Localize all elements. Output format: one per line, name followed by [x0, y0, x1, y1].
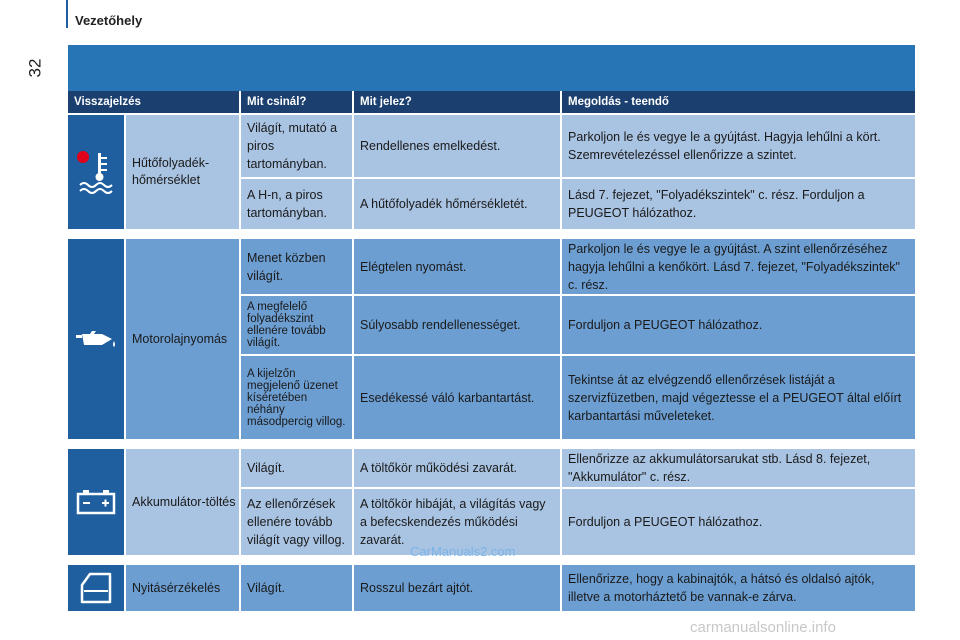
indicator-cell	[68, 449, 126, 555]
cell-does: A megfelelő folyadékszint ellenére tovább világít.	[241, 296, 354, 354]
cell-does: A H-n, a piros tartományban.	[241, 179, 354, 229]
cell-means: Elégtelen nyomást.	[354, 239, 562, 294]
left-margin-bar	[66, 0, 68, 28]
battery-icon	[76, 489, 116, 515]
cell-does: Az ellenőrzések ellenére tovább világít vagy villog.	[241, 489, 354, 555]
cell-solution: Parkoljon le és vegye le a gyújtást. Hagyja lehűlni a kört. Szemrevételezéssel ellenőrizze a szintet.	[562, 115, 915, 177]
indicator-cell	[68, 239, 126, 439]
cell-solution: Ellenőrizze az akkumulátorsarukat stb. Lásd 8. fejezet, "Akkumulátor" c. rész.	[562, 449, 915, 487]
watermark-secondary: carmanualsonline.info	[690, 619, 836, 636]
indicator-cell	[68, 565, 126, 611]
cell-means: A hűtőfolyadék hőmérsékletét.	[354, 179, 562, 229]
table-row	[241, 449, 915, 489]
coolant-temperature-icon	[76, 147, 116, 197]
table-row	[241, 356, 915, 439]
indicator-name: Motorolajnyomás	[126, 239, 241, 439]
cell-means: Esedékessé váló karbantartást.	[354, 356, 562, 439]
indicator-name: Hűtőfolyadék-hőmérséklet	[126, 115, 241, 229]
column-header-solution: Megoldás - teendő	[568, 96, 669, 108]
column-header-does: Mit csinál?	[241, 91, 354, 113]
cell-solution: Parkoljon le és vegye le a gyújtást. A szint ellenőrzéséhez hagyja lehűlni a kenőkört. Lásd 7. fejezet, "Folyadékszintek" c. rész.	[562, 239, 915, 294]
section-title: Vezetőhely	[75, 13, 143, 28]
table-row	[241, 179, 915, 229]
indicator-cell	[68, 115, 126, 229]
cell-does: Világít.	[241, 449, 354, 487]
cell-solution: Lásd 7. fejezet, "Folyadékszintek" c. rész. Forduljon a PEUGEOT hálózathoz.	[562, 179, 915, 229]
cell-means: A töltőkör hibáját, a világítás vagy a befecskendezés működési zavarát.	[354, 489, 562, 555]
indicator-name: Akkumulátor-töltés	[126, 449, 241, 555]
watermark-primary: CarManuals2.com	[410, 544, 516, 559]
column-header-indicator: Visszajelzés	[68, 91, 241, 113]
cell-means: A töltőkör működési zavarát.	[354, 449, 562, 487]
title-banner	[68, 45, 915, 91]
table-group-coolant	[68, 115, 915, 229]
table-group-battery	[68, 449, 915, 555]
table-row	[241, 115, 915, 179]
cell-means: Rosszul bezárt ajtót.	[354, 565, 562, 611]
column-header-means: Mit jelez?	[354, 91, 562, 113]
table-row	[241, 239, 915, 296]
door-open-icon	[76, 571, 116, 605]
table-row	[241, 489, 915, 555]
cell-solution: Forduljon a PEUGEOT hálózathoz.	[562, 296, 915, 354]
cell-solution: Tekintse át az elvégzendő ellenőrzések listáját a szervizfüzetben, majd végeztesse el a PEUGEOT által előírt karbantartási műveleteket.	[562, 356, 915, 439]
table-row	[241, 296, 915, 356]
table-row	[241, 565, 915, 611]
cell-means: Súlyosabb rendellenességet.	[354, 296, 562, 354]
cell-means: Rendellenes emelkedést.	[354, 115, 562, 177]
cell-does: Menet közben világít.	[241, 239, 354, 294]
cell-does: Világít, mutató a piros tartományban.	[241, 115, 354, 177]
table-header-row	[68, 91, 915, 113]
cell-does: A kijelzőn megjelenő üzenet kíséretében néhány másodpercig villog.	[241, 356, 354, 439]
table-group-door	[68, 565, 915, 611]
warning-lights-table	[68, 91, 915, 611]
indicator-name: Nyitásérzékelés	[126, 565, 241, 611]
page-number: 32	[25, 58, 45, 78]
cell-solution: Ellenőrizze, hogy a kabinajtók, a hátsó és oldalsó ajtók, illetve a motorháztető be vannak-e zárva.	[562, 565, 915, 611]
cell-does: Világít.	[241, 565, 354, 611]
oil-pressure-icon	[74, 327, 118, 351]
cell-solution: Forduljon a PEUGEOT hálózathoz.	[562, 489, 915, 555]
table-group-oil	[68, 239, 915, 439]
